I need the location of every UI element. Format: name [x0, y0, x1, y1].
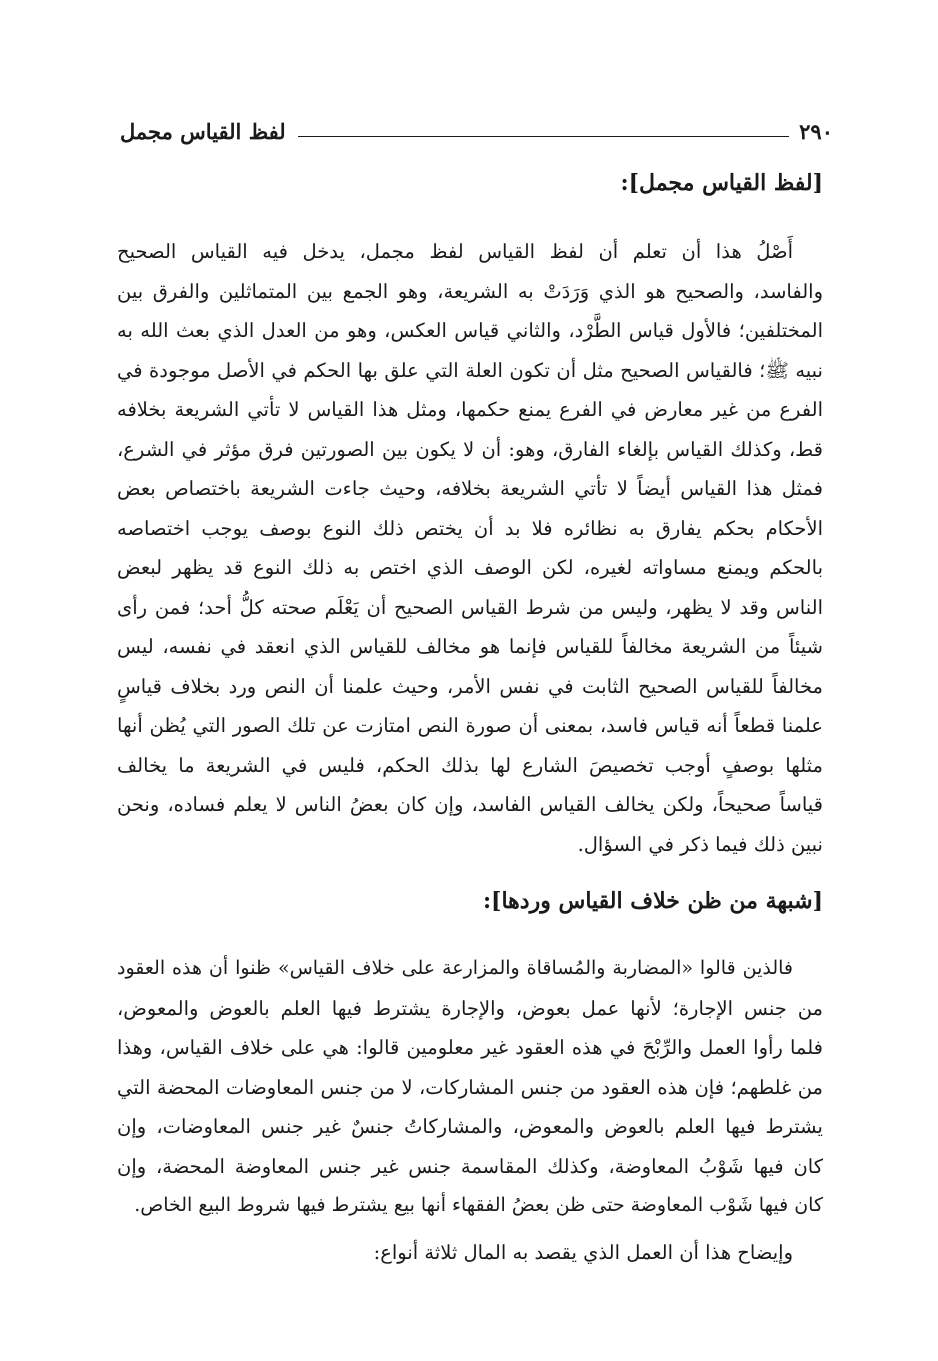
text-line: كان فيها شَوْب المعاوضة حتى ظن بعضُ الفقهاء أنها بيع يشترط فيها شروط البيع الخاص.: [134, 1194, 823, 1216]
running-head: [120, 112, 833, 142]
text-line: الناس وقد لا يظهر، وليس من شرط القياس الصحيح أن يَعْلَم صحته كلُّ أحد؛ فمن رأى: [117, 595, 823, 619]
text-line: وإيضاح هذا أن العمل الذي يقصد به المال ثلاثة أنواع:: [373, 1241, 793, 1264]
text-line: الأحكام بحكم يفارق به نظائره فلا بد أن يختص ذلك النوع بوصف يوجب اختصاصه: [117, 516, 823, 540]
text-line: من غلطهم؛ فإن هذه العقود من جنس المشاركات، لا من جنس المعاوضات المحضة التي: [117, 1075, 823, 1099]
text-line: مثلها بوصفٍ أوجب تخصيصَ الشارع لها بذلك الحكم، فليس في الشريعة ما يخالف: [117, 753, 823, 777]
text-line: والفاسد، والصحيح هو الذي وَرَدَتْ به الشريعة، وهو الجمع بين المتماثلين والفرق بين: [117, 279, 823, 303]
text-line: نبين ذلك فيما ذكر في السؤال.: [577, 832, 823, 856]
text-line: مخالفاً للقياس الصحيح الثابت في نفس الأمر، وحيث علمنا أن النص ورد بخلاف قياسٍ: [117, 674, 823, 698]
page-number: ٢٩٠: [799, 119, 833, 144]
text-line: أَصْلُ هذا أن تعلم أن لفظ القياس لفظ مجمل، يدخل فيه القياس الصحيح: [117, 240, 793, 263]
text-line: قط، وكذلك القياس بإلغاء الفارق، وهو: أن لا يكون بين الصورتين فرق مؤثر في الشرع،: [117, 437, 823, 461]
running-title: لفظ القياس مجمل: [120, 119, 286, 144]
text-line: علمنا قطعاً أنه قياس فاسد، بمعنى أن صورة النص امتازت عن تلك الصور التي يُظن أنها: [117, 714, 823, 737]
text-line: الفرع من غير معارض في الفرع يمنع حكمها، ومثل هذا القياس لا تأتي الشريعة بخلافه: [117, 398, 823, 421]
section-1-paragraph: [117, 232, 823, 864]
text-line: فالذين قالوا «المضاربة والمُساقاة والمزارعة على خلاف القياس» ظنوا أن هذه العقود: [117, 957, 793, 979]
text-line: من جنس الإجارة؛ لأنها عمل بعوض، والإجارة يشترط فيها العلم بالعوض والمعوض،: [117, 996, 823, 1020]
text-line: فمثل هذا القياس أيضاً لا تأتي الشريعة بخلافه، وحيث جاءت الشريعة باختصاص بعض: [117, 477, 823, 500]
section-2-paragraph-2: [117, 1233, 823, 1273]
text-line: نبيه ﷺ؛ فالقياس الصحيح مثل أن تكون العلة التي علق بها الحكم في الأصل موجودة في: [117, 358, 823, 382]
text-line: شيئاً من الشريعة مخالفاً للقياس فإنما هو مخالف للقياس الذي انعقد في نفسه، ليس: [117, 635, 823, 658]
text-line: المختلفين؛ فالأول قياس الطَّرْد، والثاني قياس العكس، وهو من العدل الذي بعث الله به: [117, 319, 823, 342]
text-line: بالحكم ويمنع مساواته لغيره، لكن الوصف الذي اختص به ذلك النوع قد يظهر لبعض: [117, 556, 823, 579]
text-line: كان فيها شَوْبُ المعاوضة، وكذلك المقاسمة جنس غير جنس المعاوضة المحضة، وإن: [117, 1154, 823, 1178]
section-heading-2: [شبهة من ظن خلاف القياس وردها]:: [482, 888, 823, 914]
text-line: فلما رأوا العمل والرِّبْحَ في هذه العقود غير معلومين قالوا: هي على خلاف القياس، وهذا: [117, 1036, 823, 1059]
section-heading-1: [لفظ القياس مجمل]:: [620, 170, 823, 196]
text-line: قياساً صحيحاً، ولكن يخالف القياس الفاسد، وإن كان بعضُ الناس لا يعلم فساده، ونحن: [117, 793, 823, 816]
section-2-paragraph-1: [117, 949, 823, 1226]
text-line: يشترط فيها العلم بالعوض والمعوض، والمشاركاتُ جنسٌ غير جنس المعاوضات، وإن: [117, 1115, 823, 1138]
header-rule: [298, 136, 790, 137]
